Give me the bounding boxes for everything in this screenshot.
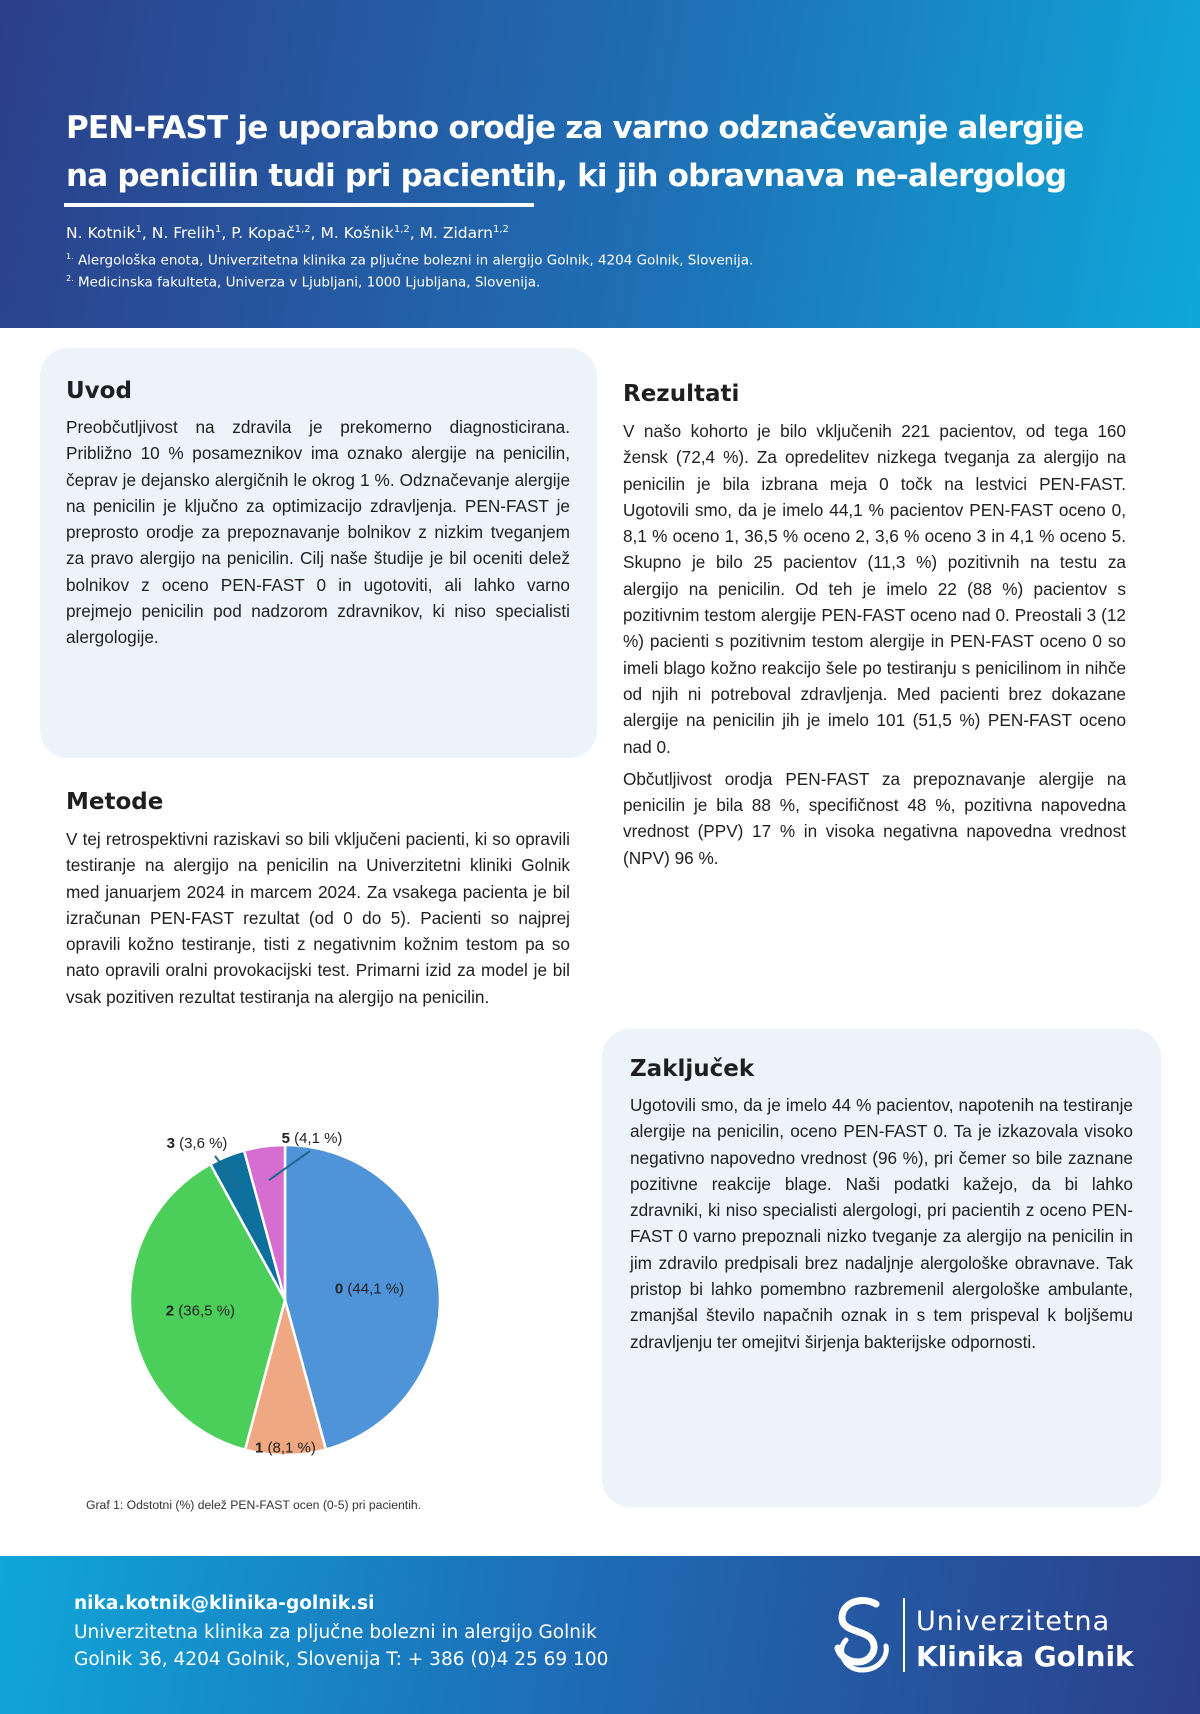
author: M. Zidarn$^{1,2}$	[419, 224, 509, 243]
rezultati-paragraph-1: V našo kohorto je bilo vključenih 221 pacientov, od tega 160 žensk (72,4 %). Za opredelitev nizkega tveganja za alergijo na penicilin je bila izbrana meja 0 točk na lestvici PEN-FAST. Ugotovili smo, da je imelo 44,1 % pacientov PEN-FAST oceno 0, 8,1 % oceno 1, 36,5 % oceno 2, 3,6 % oceno 3 in 4,1 % oceno 5. Skupno je bilo 25 pacientov (11,3 %) pozitivnih na testu za alergijo na penicilin. Od teh je imelo 22 (88 %) pacientov s pozitivnim testom alergije PEN-FAST oceno nad 0. Preostali 3 (12 %) pacienti s pozitivnim testom alergije in PEN-FAST oceno 0 so imeli blago kožno reakcijo šele po testiranju s penicilinom in nihče od njih ni potreboval zdravljenja. Med pacienti brez dokazane alergije na penicilin jih je imelo 101 (51,5 %) PEN-FAST oceno nad 0.	[623, 421, 1126, 757]
rezultati-heading: Rezultati	[623, 381, 740, 407]
footer-address: Golnik 36, 4204 Golnik, Slovenija T: + 386 (0)4 25 69 100	[74, 1649, 609, 1670]
rezultati-text	[623, 418, 1126, 871]
pie-label-1: 1 (8,1 %)	[255, 1439, 316, 1457]
title-divider	[64, 203, 534, 207]
title-line-2: na penicilin tudi pri pacientih, ki jih obravnava ne-alergolog	[66, 158, 1067, 194]
contact-email[interactable]: nika.kotnik@klinika-golnik.si	[74, 1593, 375, 1614]
pie-label-5: 5 (4,1 %)	[281, 1130, 343, 1147]
rezultati-paragraph-2: Občutljivost orodja PEN-FAST za prepoznavanje alergije na penicilin je bila 88 %, specifičnost 48 %, pozitivna napovedna vrednost (PPV) 17 % in visoka negativna napovedna vrednost (NPV) 96 %.	[623, 768, 1126, 868]
poster-title	[66, 104, 1156, 200]
author: N. Frelih$^1$	[151, 224, 222, 243]
affiliation-2: $^{2.}$ Medicinska fakulteta, Univerza v Ljubljani, 1000 Ljubljana, Slovenija.	[66, 274, 541, 291]
uvod-text: Preobčutljivost na zdravila je prekomerno diagnosticirana. Približno 10 % posameznikov ima oznako alergije na penicilin, čeprav je dejansko alergičnih le okrog 1 %. Odznačevanje alergije na penicilin je ključno za optimizacijo zdravljenja. PEN-FAST je preprosto orodje za prepoznavanje bolnikov z nizkim tveganjem za pravo alergijo na penicilin. Cilj naše študije je bil oceniti delež bolnikov z oceno PEN-FAST 0 in ugotoviti, ali lahko varno prejmejo penicilin pod nadzorom zdravnikov, ki niso specialisti alergologije.	[66, 417, 570, 648]
zakljucek-heading: Zaključek	[630, 1056, 755, 1082]
author: P. Kopač$^{1,2}$	[231, 224, 311, 243]
pie-label-3: 3 (3,6 %)	[166, 1135, 228, 1152]
author: N. Kotnik$^1$	[66, 224, 142, 243]
title-line-1: PEN-FAST je uporabno orodje za varno odznačevanje alergije	[66, 110, 1084, 146]
pie-label-2: 2 (36,5 %)	[165, 1302, 235, 1320]
author: M. Košnik$^{1,2}$	[320, 224, 410, 243]
logo-text-line-2: Klinika Golnik	[916, 1640, 1134, 1673]
pen-fast-pie-chart	[120, 1085, 520, 1485]
uvod-heading: Uvod	[66, 378, 132, 404]
metode-text: V tej retrospektivni raziskavi so bili vključeni pacienti, ki so opravili testiranje na alergijo na penicilin na Univerzitetni kliniki Golnik med januarjem 2024 in marcem 2024. Za vsakega pacienta je bil izračunan PEN-FAST rezultat (od 0 do 5). Pacienti so najprej opravili kožno testiranje, tisti z negativnim kožnim testom pa so nato opravili oralni provokacijski test. Primarni izid za model je bil vsak pozitiven rezultat testiranja na alergijo na penicilin.	[66, 829, 570, 1007]
metode-heading: Metode	[66, 789, 164, 815]
footer-institution: Univerzitetna klinika za pljučne bolezni in alergijo Golnik	[74, 1622, 597, 1643]
golnik-logo-icon	[832, 1594, 894, 1674]
chart-caption: Graf 1: Odstotni (%) delež PEN-FAST ocen (0-5) pri pacientih.	[86, 1498, 422, 1512]
zakljucek-text: Ugotovili smo, da je imelo 44 % pacientov, napotenih na testiranje alergije na penicilin, oceno PEN-FAST 0. Ta je izkazovala visoko negativno napovedno vrednost (96 %), pri čemer so bile zaznane pozitivne reakcije blage. Naši podatki kažejo, da bi lahko zdravniki, ki niso specialisti alergologi, pri pacientih z oceno PEN-FAST 0 varno prepoznali nizko tveganje za alergijo na penicilin in jim zdravilo predpisali brez nadaljnje alergološke obravnave. Tak pristop bi lahko pomembno razbremenil alergološke ambulante, zmanjšal število napačnih oznak in s tem prispeval k boljšemu zdravljenju ter omejitvi širjenja bakterijske odpornosti.	[630, 1095, 1133, 1352]
pie-label-0: 0 (44,1 %)	[334, 1280, 405, 1298]
author-list: N. Kotnik$^1$, N. Frelih$^1$, P. Kopač$^{1,2}$, M. Košnik$^{1,2}$, M. Zidarn$^{1,2}$	[66, 224, 509, 243]
logo-text-line-1: Univerzitetna	[916, 1606, 1111, 1637]
affiliation-1: $^{1.}$ Alergološka enota, Univerzitetna klinika za pljučne bolezni in alergijo Golnik, 4204 Golnik, Slovenija.	[66, 252, 754, 269]
logo-divider	[903, 1598, 905, 1672]
